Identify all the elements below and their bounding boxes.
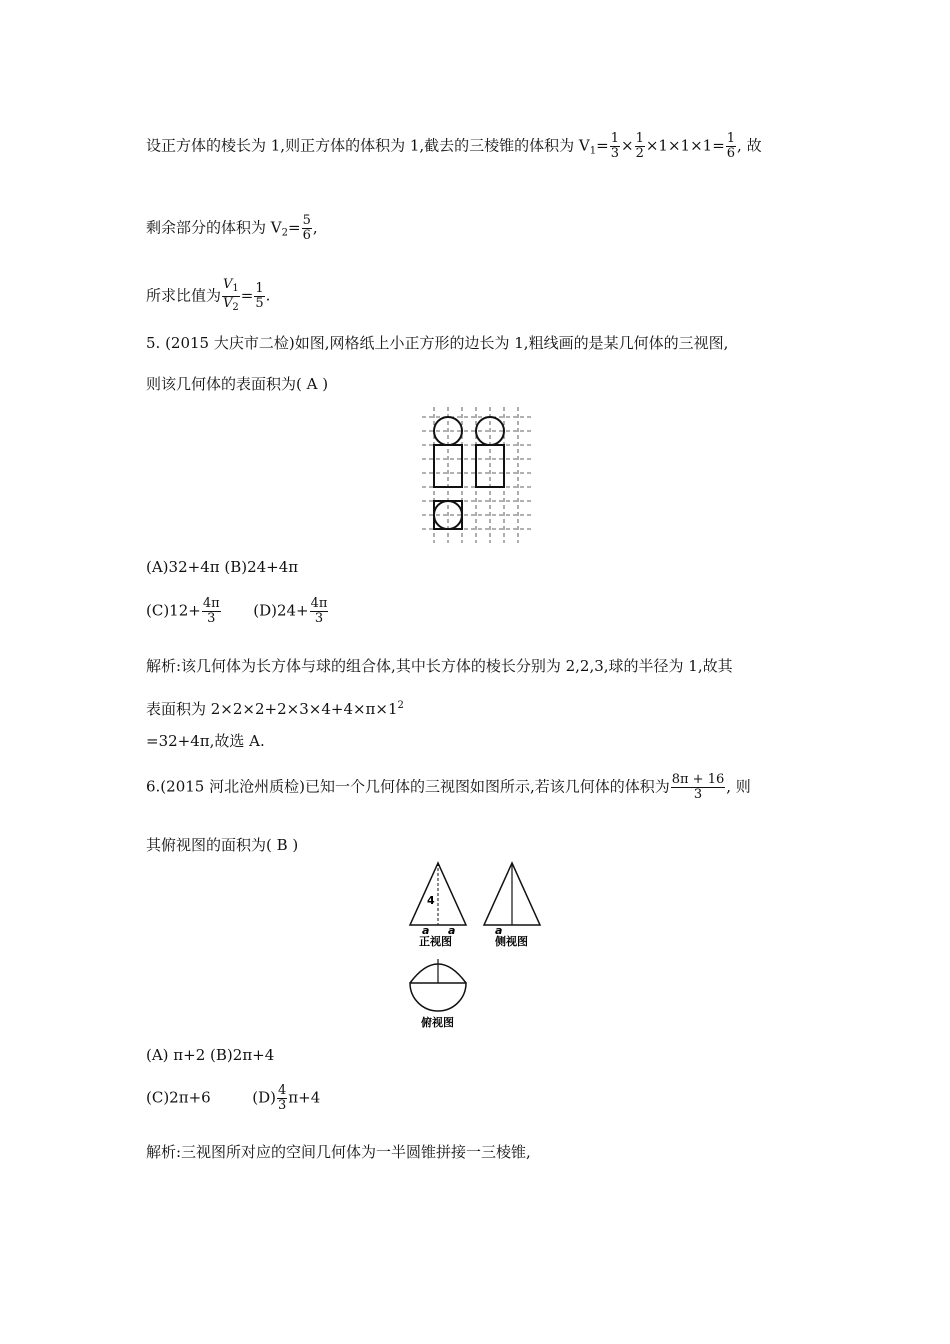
q6-options-cd: (C)2π+6 (D) $\frac{4}{3}$ π+4 <box>146 1083 321 1113</box>
q5-options-ab: (A)32+4π (B)24+4π <box>146 558 299 576</box>
q5-solution-line-2: 表面积为 $2\times 2\times 2+2\times 3\times 4+4\times\pi\times 1^2$ <box>146 700 404 718</box>
front-view-label: 正视图 <box>419 935 452 948</box>
q6-stem-line-1: 6.(2015 河北沧州质检)已知一个几何体的三视图如图所示,若该几何体的体积为 $\frac{8\pi + 16}{3}$ , 则 <box>146 772 751 802</box>
q5-solution-line-3: =32+4π,故选 A. <box>146 732 265 750</box>
top-view-label: 俯视图 <box>421 1016 454 1029</box>
fraction: $\frac{1}{3}$ <box>610 131 619 161</box>
q6-options-ab: (A) π+2 (B)2π+4 <box>146 1046 275 1064</box>
solution-line-3: 所求比值为 $\frac{V_1}{V_2}$ = $\frac{1}{5}$ . <box>146 277 271 313</box>
fraction: $\frac{5}{6}$ <box>302 213 311 243</box>
q6-stem-line-2: 其俯视图的面积为( B ) <box>146 836 299 854</box>
fraction: $\frac{1}{2}$ <box>635 131 644 161</box>
fraction: $\frac{1}{6}$ <box>726 131 736 161</box>
solution-line-1: 设正方体的棱长为 1,则正方体的体积为 1,截去的三棱锥的体积为 $V_1=$ $\frac{1}{3}$ × $\frac{1}{2}$ ×1×1×1= $\frac{1}{6}$ , 故 <box>146 131 762 161</box>
solution-line-2: 剩余部分的体积为 $V_2=$ $\frac{5}{6}$ , <box>146 213 318 243</box>
fraction: $\frac{8\pi + 16}{3}$ <box>671 772 725 802</box>
a-label-left: a <box>422 924 430 937</box>
height-label: 4 <box>427 894 435 907</box>
a-label-right: a <box>448 924 456 937</box>
q6-three-view-figure <box>405 860 545 1035</box>
a-label-side: a <box>495 924 503 937</box>
q5-stem-line-1: 5. (2015 大庆市二检)如图,网格纸上小正方形的边长为 1,粗线画的是某几何体的三视图, <box>146 334 729 352</box>
fraction: $\frac{4}{3}$ <box>278 1083 287 1113</box>
fraction: $\frac{4\pi}{3}$ <box>202 596 220 626</box>
q5-options-cd: (C)12+ $\frac{4\pi}{3}$ (D)24+ $\frac{4\pi}{3}$ <box>146 596 328 626</box>
ratio-fraction: $\frac{V_1}{V_2}$ <box>223 277 239 313</box>
side-view-label: 侧视图 <box>495 935 528 948</box>
q5-solution-line-1: 解析:该几何体为长方体与球的组合体,其中长方体的棱长分别为 2,2,3,球的半径为 1,故其 <box>146 657 733 675</box>
q6-solution: 解析:三视图所对应的空间几何体为一半圆锥拼接一三棱锥, <box>146 1143 531 1161</box>
fraction: $\frac{1}{5}$ <box>255 281 264 311</box>
fraction: $\frac{4\pi}{3}$ <box>310 596 328 626</box>
q5-three-view-figure <box>420 405 535 545</box>
q5-stem-line-2: 则该几何体的表面积为( A ) <box>146 375 329 393</box>
